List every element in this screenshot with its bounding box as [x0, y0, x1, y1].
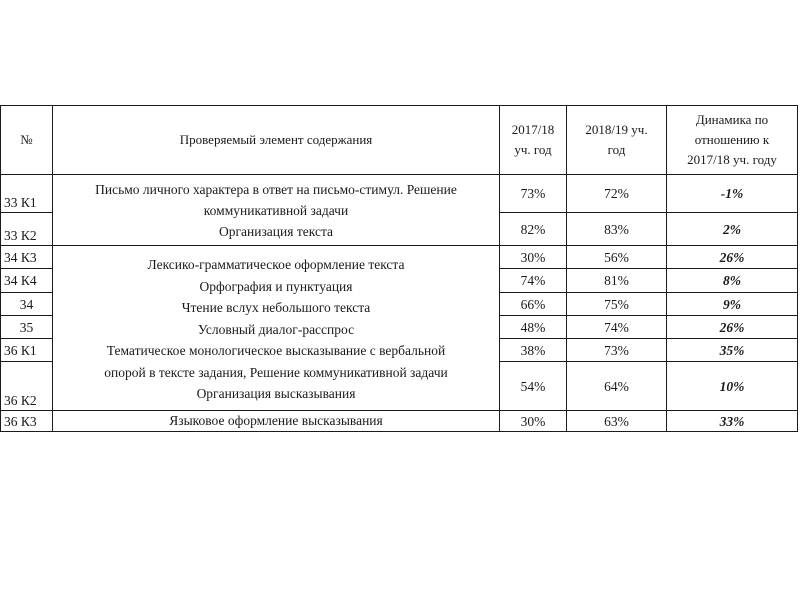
row-num-label: 34 — [19, 296, 34, 312]
content-line: Лексико-грамматическое оформление текста — [147, 257, 405, 272]
header-2017-18-line2: уч. год — [514, 142, 552, 157]
content-line: Организация высказывания — [196, 386, 356, 401]
value: 63% — [604, 413, 629, 429]
header-dynamics — [666, 105, 798, 175]
header-element — [52, 105, 500, 175]
header-2017-18 — [499, 105, 567, 175]
header-2017-18-line1: 2017/18 — [511, 122, 555, 137]
cell-2018-19 — [566, 245, 667, 269]
cell-2017-18 — [499, 292, 567, 316]
row-num-label: 36 К2 — [4, 393, 37, 408]
cell-2018-19 — [566, 174, 667, 213]
value: 38% — [520, 342, 546, 358]
row-num — [0, 361, 53, 411]
header-2018-19 — [566, 105, 667, 175]
value: 66% — [520, 296, 546, 312]
cell-dynamics — [666, 292, 798, 316]
cell-2018-19 — [566, 410, 667, 432]
row-num — [0, 338, 53, 362]
results-table — [0, 105, 798, 432]
value: -1% — [720, 186, 744, 201]
cell-2017-18 — [499, 410, 567, 432]
value: 73% — [520, 186, 546, 201]
cell-dynamics — [666, 361, 798, 411]
value: 35% — [719, 342, 745, 358]
content-group-33 — [52, 174, 500, 246]
row-num — [0, 315, 53, 339]
header-num — [0, 105, 53, 175]
header-2018-19-line2: год — [607, 142, 626, 157]
value: 33% — [719, 413, 745, 429]
row-num-label: 33 К2 — [4, 228, 37, 243]
row-num — [0, 245, 53, 269]
value: 48% — [520, 319, 546, 335]
cell-dynamics — [666, 315, 798, 339]
row-num-label: 36 К1 — [4, 342, 37, 358]
content-line: Тематическое монологическое высказывание с вербальной — [106, 343, 446, 358]
header-dynamics-line1: Динамика по — [695, 112, 769, 127]
cell-dynamics — [666, 174, 798, 213]
cell-dynamics — [666, 338, 798, 362]
value: 54% — [520, 378, 546, 394]
cell-dynamics — [666, 410, 798, 432]
cell-2017-18 — [499, 212, 567, 246]
content-group-34-36 — [52, 245, 500, 411]
cell-2017-18 — [499, 361, 567, 411]
row-num — [0, 174, 53, 213]
cell-2017-18 — [499, 338, 567, 362]
row-num-label: 34 К3 — [4, 249, 37, 265]
content-group-36k3 — [52, 410, 500, 432]
value: 2% — [723, 221, 741, 237]
value: 74% — [604, 319, 629, 335]
content-line: Организация текста — [219, 224, 333, 239]
cell-dynamics — [666, 268, 798, 293]
cell-2018-19 — [566, 292, 667, 316]
value: 81% — [604, 273, 629, 288]
cell-2018-19 — [566, 315, 667, 339]
cell-2017-18 — [499, 268, 567, 293]
value: 83% — [604, 221, 629, 237]
cell-2017-18 — [499, 174, 567, 213]
row-num-label: 33 К1 — [4, 195, 37, 210]
value: 74% — [520, 273, 546, 288]
cell-2017-18 — [499, 315, 567, 339]
cell-dynamics — [666, 212, 798, 246]
row-num — [0, 212, 53, 246]
row-num — [0, 292, 53, 316]
value: 73% — [604, 342, 629, 358]
row-num-label: 35 — [19, 319, 34, 335]
value: 75% — [604, 296, 629, 312]
row-num-label: 34 К4 — [4, 273, 37, 288]
content-line: опорой в тексте задания, Решение коммуникативной задачи — [104, 364, 448, 380]
header-2018-19-line1: 2018/19 уч. — [585, 122, 648, 137]
value: 30% — [520, 249, 546, 265]
value: 64% — [604, 378, 629, 394]
value: 72% — [604, 186, 629, 201]
cell-2018-19 — [566, 361, 667, 411]
cell-dynamics — [666, 245, 798, 269]
cell-2018-19 — [566, 268, 667, 293]
content-line: коммуникативной задачи — [203, 203, 349, 218]
value: 8% — [723, 273, 741, 288]
header-element-label: Проверяемый элемент содержания — [179, 132, 373, 147]
value: 10% — [719, 378, 745, 394]
value: 30% — [520, 413, 546, 429]
content-line: Языковое оформление высказывания — [169, 413, 383, 428]
content-line: Чтение вслух небольшого текста — [181, 300, 371, 315]
value: 26% — [719, 319, 745, 335]
content-line: Условный диалог-расспрос — [197, 321, 355, 337]
header-dynamics-line2: отношению к — [694, 132, 770, 147]
value: 9% — [723, 296, 741, 312]
value: 82% — [520, 221, 546, 237]
row-num — [0, 268, 53, 293]
cell-2018-19 — [566, 212, 667, 246]
row-num-label: 36 К3 — [4, 413, 37, 429]
header-dynamics-line3: 2017/18 уч. году — [687, 152, 777, 167]
cell-2018-19 — [566, 338, 667, 362]
value: 56% — [604, 249, 629, 265]
value: 26% — [719, 249, 745, 265]
content-line: Письмо личного характера в ответ на письмо-стимул. Решение — [95, 182, 457, 197]
cell-2017-18 — [499, 245, 567, 269]
content-line: Орфография и пунктуация — [199, 278, 353, 294]
header-num-label: № — [20, 132, 33, 147]
row-num — [0, 410, 53, 432]
